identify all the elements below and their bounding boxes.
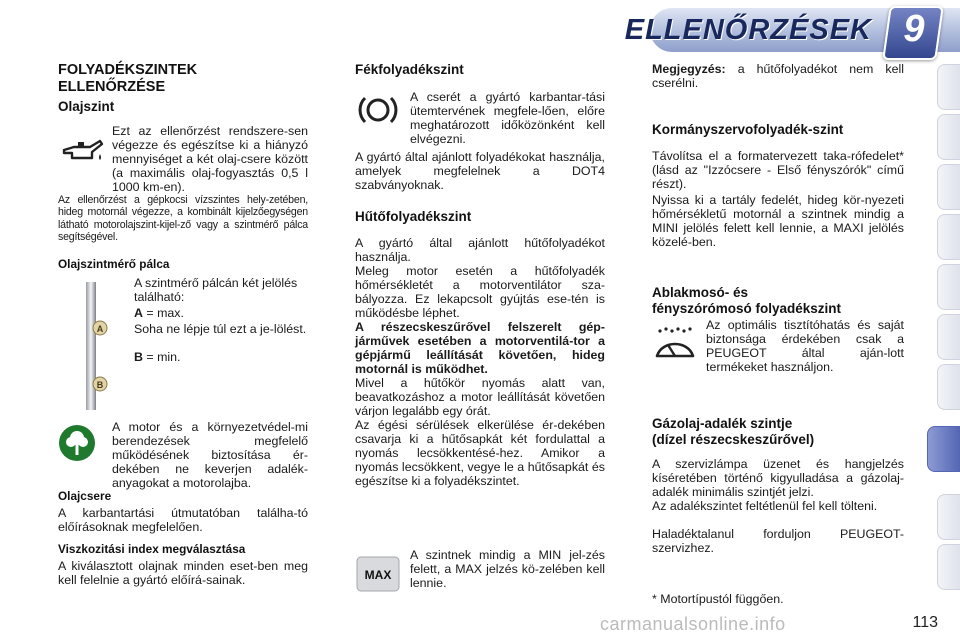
- page-header: [0, 0, 960, 58]
- washer-heading: [652, 285, 912, 317]
- diesel-text-2: Az adalékszintet feltétlenül fel kell tölteni.: [652, 499, 878, 513]
- diesel-text-1: A szervizlámpa üzenet és hangjelzés kíséretében történő kigyulladása a gázolaj-adalék minimális szintjét jelzi.: [652, 457, 904, 499]
- chapter-title: ELLENŐRZÉSEK: [624, 14, 872, 46]
- diesel-text-3: Haladéktalanul forduljon PEUGEOT-szervizhez.: [652, 527, 904, 555]
- brake-warning-icon: [358, 93, 398, 127]
- heading-line: FOLYADÉKSZINTEK: [58, 62, 198, 78]
- environment-text: A motor és a környezetvédel-mi berendezések megfelelő működésének biztosítása ér-dekében ne keverjen adalék-anyagokat a motorolajba.: [112, 420, 308, 490]
- coolant-note: [652, 62, 904, 90]
- coolant-text-4: Az égési sérülések elkerülése ér-dekében csavarja ki a hűtősapkát két fordulattal a nyomás lecsökkentésé-hez. Amikor a nyomás lecsökkent, vegye le a hűtősapkát és egészítse ki a folyadékszintet.: [355, 418, 605, 488]
- watermark: carmanualsonline.info: [600, 614, 786, 634]
- mark-b-text: = min.: [146, 350, 181, 364]
- chapter-tab[interactable]: [937, 494, 960, 540]
- mark-b-line: [134, 350, 308, 364]
- washer-text: Az optimális tisztítóhatás és saját biztonsága érdekében csak a PEUGEOT által aján-lott termékeket használjon.: [706, 318, 904, 374]
- chapter-number: 9: [903, 8, 925, 50]
- mark-a-letter: A: [134, 306, 143, 320]
- coolant-text-3: Mivel a hűtőkör nyomás alatt van, beavatkozáshoz a motor leállítását követően várjon legalább egy órát.: [355, 376, 605, 418]
- chapter-tab[interactable]: [937, 214, 960, 260]
- chapter-tabs: [930, 64, 960, 604]
- dipstick-intro: A szintmérő pálcán két jelölés található:: [134, 276, 298, 304]
- chapter-tab[interactable]: [937, 64, 960, 110]
- chapter-tab-active[interactable]: [927, 426, 960, 472]
- chapter-tab[interactable]: [937, 544, 960, 590]
- oil-note: Az ellenőrzést a gépkocsi vízszintes hely-zetében, hideg motornál végezze, a kombinált kijelzőegységen látható motorolajszint-kijel-ző vagy a szintmérő pálca segítségével.: [58, 194, 308, 244]
- dipstick-heading: Olajszintmérő pálca: [58, 257, 170, 271]
- max-label: MAX: [364, 568, 392, 582]
- coolant-text-1: A gyártó által ajánlott hűtőfolyadékot használja.: [355, 236, 605, 264]
- chapter-tab[interactable]: [937, 364, 960, 410]
- dipstick-label-a: A: [96, 324, 104, 334]
- page-number: 113: [912, 614, 938, 631]
- dipstick-label-b: B: [96, 380, 104, 390]
- footnote: * Motortípustól függően.: [652, 592, 784, 606]
- viscosity-text: A kiválasztott olajnak minden eset-ben meg kell felelnie a gyártó előírá-sainak.: [58, 559, 308, 587]
- note-text: a hűtőfolyadékot nem kell cserélni.: [652, 62, 904, 90]
- coolant-warning: A részecskeszűrővel felszerelt gép-járművek esetében a motorventilá-tor a gépjármű leállítását követően, hideg motornál is működhet.: [355, 320, 605, 376]
- note-label: Megjegyzés:: [652, 62, 726, 76]
- coolant-heading: Hűtőfolyadékszint: [355, 209, 472, 224]
- max-text: A szintnek mindig a MIN jel-zés felett, a MAX jelzés kö-zelében kell lennie.: [410, 548, 605, 590]
- chapter-tab[interactable]: [937, 164, 960, 210]
- chapter-tab[interactable]: [937, 264, 960, 310]
- mark-a-text: = max.: [146, 306, 184, 320]
- max-level-icon: [356, 556, 400, 592]
- dipstick-illustration: [70, 282, 120, 410]
- brake-heading: Fékfolyadékszint: [355, 62, 464, 77]
- heading-line: (dízel részecskeszűrővel): [652, 432, 815, 447]
- mark-b-letter: B: [134, 350, 143, 364]
- viscosity-heading: Viszkozitási index megválasztása: [58, 542, 246, 556]
- oil-change-heading: Olajcsere: [58, 489, 112, 503]
- heading-line: Ablakmosó- és: [652, 285, 749, 300]
- washer-icon: [654, 326, 696, 362]
- chapter-tab[interactable]: [937, 314, 960, 360]
- mark-a-line: [134, 306, 308, 320]
- heading-line: ELLENŐRZÉSE: [58, 79, 166, 95]
- steering-text-2: Nyissa ki a tartály fedelét, hideg kör-nyezeti hőmérsékletű motornál a szintnek mindig a MINI jelölés felett kell lennie, a MAXI jelölés közelé-ben.: [652, 193, 904, 249]
- chapter-tab[interactable]: [937, 114, 960, 160]
- steering-heading: Kormányszervofolyadék-szint: [652, 122, 844, 137]
- oil-heading: Olajszint: [58, 99, 115, 114]
- brake-text: A cserét a gyártó karbantar-tási ütemtervének megfele-lően, előre meghatározott időközönként kell elvégezni.: [410, 90, 605, 146]
- mark-a-warning: Soha ne lépje túl ezt a je-lölést.: [134, 322, 307, 336]
- oil-can-icon: [60, 136, 104, 166]
- environment-tree-icon: [58, 424, 96, 462]
- heading-line: fényszórómosó folyadékszint: [652, 301, 842, 316]
- steering-text-1: Távolítsa el a formatervezett taka-rófedelet* (lásd az "Izzócsere - Első fényszórók" című részt).: [652, 149, 904, 191]
- oil-text: Ezt az ellenőrzést rendszere-sen végezze és egészítse ki a hiányzó mennyiséget a két olaj-csere között (a maximális olaj-fogyasztás 0,5 l 1000 km-en).: [112, 124, 308, 194]
- diesel-additive-heading: [652, 416, 912, 448]
- heading-line: Gázolaj-adalék szintje: [652, 416, 793, 431]
- section-main-heading: [58, 62, 318, 96]
- coolant-text-2: Meleg motor esetén a hűtőfolyadék hőmérsékletét a motorventilátor sza-bályozza. Ez lekapcsolt gyújtás ese-tén is működésbe léphet.: [355, 264, 605, 320]
- brake-text-2: A gyártó által ajánlott folyadékokat használja, amelyek megfelelnek a DOT4 szabványoknak.: [355, 150, 605, 192]
- oil-change-text: A karbantartási útmutatóban találha-tó előírásoknak megfelelően.: [58, 506, 308, 534]
